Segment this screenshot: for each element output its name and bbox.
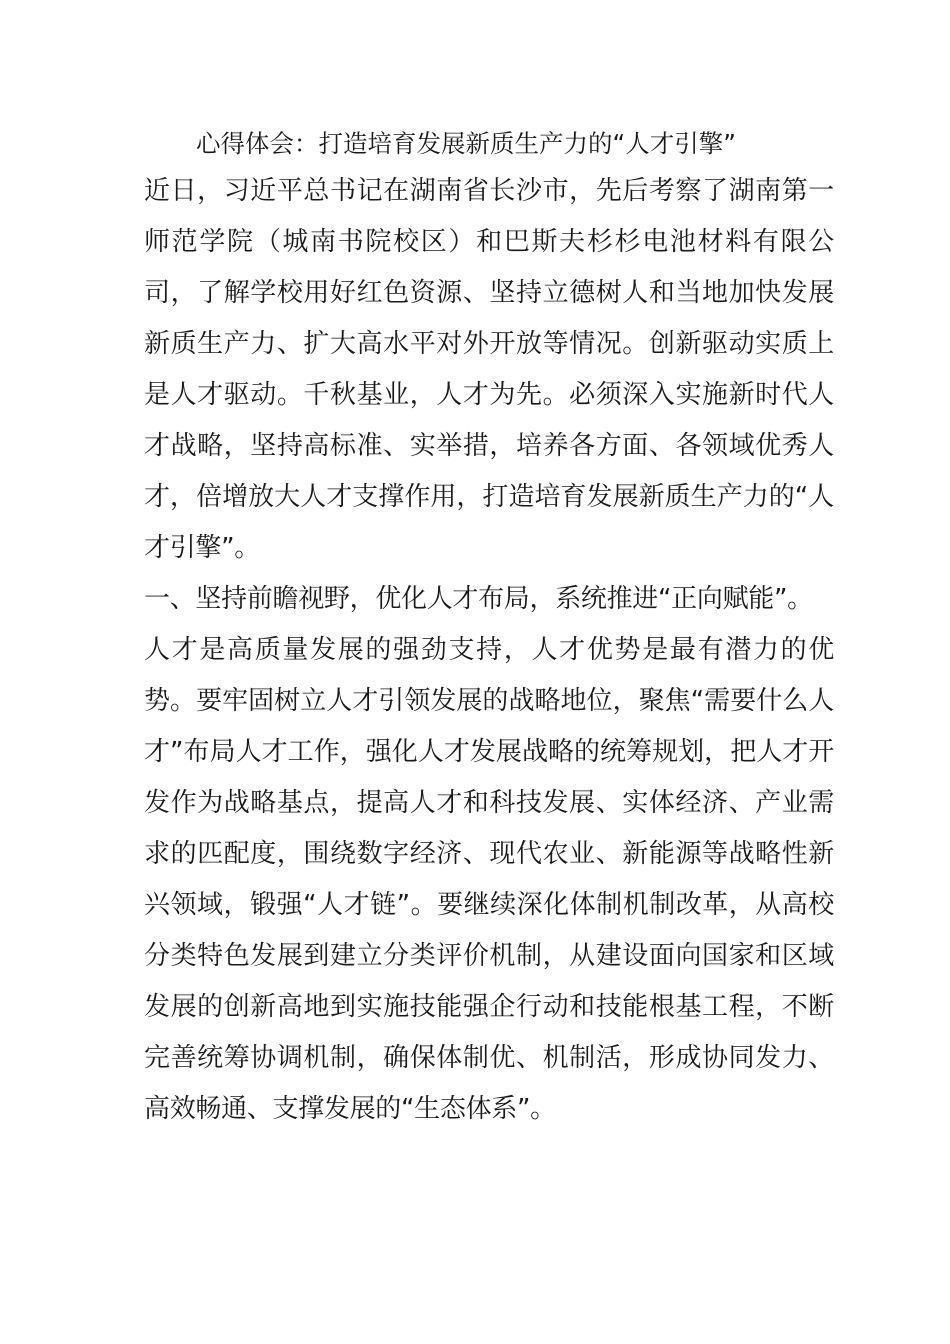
- document-body: [144, 122, 834, 1135]
- document-title: 心得体会：打造培育发展新质生产力的“人才引擎”: [196, 129, 736, 158]
- section-1-heading: 一、坚持前瞻视野，优化人才布局，系统推进“正向赋能”。: [144, 584, 813, 614]
- intro-paragraph: 近日，习近平总书记在湖南省长沙市，先后考察了湖南第一师范学院（城南书院校区）和巴斯夫杉杉电池材料有限公司，了解学校用好红色资源、坚持立德树人和当地加快发展新质生产力、扩大高水平对外开放等情况。创新驱动实质上是人才驱动。千秋基业，人才为先。必须深入实施新时代人才战略，坚持高标准、实举措，培养各方面、各领域优秀人才，倍增放大人才支撑作用，打造培育发展新质生产力的“人才引擎”。: [144, 176, 834, 563]
- section-1-paragraph: 人才是高质量发展的强劲支持，人才优势是最有潜力的优势。要牢固树立人才引领发展的战略地位，聚焦“需要什么人才”布局人才工作，强化人才发展战略的统筹规划，把人才开发作为战略基点，提高人才和科技发展、实体经济、产业需求的匹配度，围绕数字经济、现代农业、新能源等战略性新兴领域，锻强“人才链”。要继续深化体制机制改革，从高校分类特色发展到建立分类评价机制，从建设面向国家和区域发展的创新高地到实施技能强企行动和技能根基工程，不断完善统筹协调机制，确保体制优、机制活，形成协同发力、高效畅通、支撑发展的“生态体系”。: [144, 635, 834, 1124]
